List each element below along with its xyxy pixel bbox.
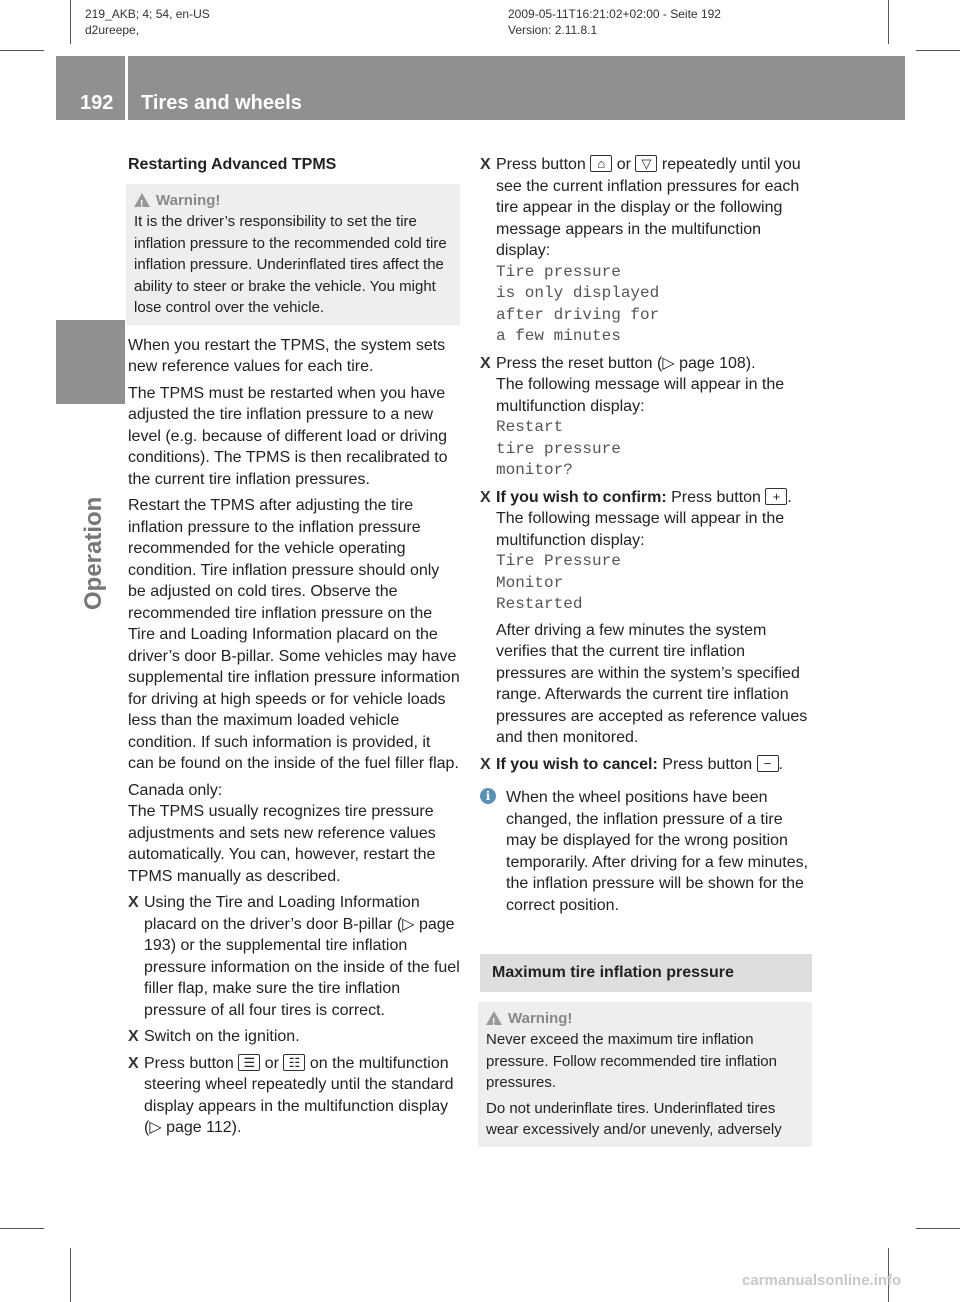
step-text: After driving a few minutes the system verifies that the current tire inflation pressures are within the system’s specified range. Afterwards the current tire inflation pressures are accepted as reference values and then monitored.	[496, 621, 808, 746]
step-marker-icon: X	[128, 894, 139, 911]
step-marker-icon: X	[480, 156, 491, 173]
step-text: repeatedly until you see the current inflation pressures for each tire appear in the display or the following message appears in the multifunction display:	[496, 156, 801, 259]
info-text: When the wheel positions have been changed, the inflation pressure of a tire may be displayed for the wrong position temporarily. After driving for a few minutes, the inflation pressure will be shown for the correct position.	[506, 789, 809, 914]
step-item: X If you wish to cancel: Press button − .	[480, 754, 812, 776]
crop-mark	[916, 50, 960, 51]
display-message: is only displayed	[496, 284, 660, 302]
page-title: Tires and wheels	[141, 92, 302, 114]
page-reference[interactable]: (▷ page 193)	[144, 915, 455, 954]
meta-right-line1: 2009-05-11T16:21:02+02:00 - Seite 192	[508, 7, 721, 21]
step-text: on the multifunction steering wheel repeatedly until the standard display appears in the multifunction display	[144, 1054, 454, 1115]
down-button-icon: ▽	[635, 155, 657, 172]
warning-box	[126, 184, 460, 325]
step-lead: If you wish to cancel:	[496, 755, 658, 773]
display-message: Tire Pressure	[496, 552, 621, 570]
warning-title: Warning!	[156, 191, 221, 209]
display-message: Restarted	[496, 595, 583, 613]
warning-text: Do not underinflate tires. Underinflated tires wear excessively and/or unevenly, adversely	[486, 1099, 782, 1138]
paragraph: Restart the TPMS after adjusting the tire inflation pressure to the inflation pressure recommended for the vehicle operating condition. Tire inflation pressure should only be adjusted on cold tires. Observe the recommended tire inflation pressure on the Tire and Loading Information placard on the driver’s door B-pillar. Some vehicles may have supplemental tire inflation pressure information for driving at high speeds or for vehicle loads less than the maximum loaded vehicle condition. If such information is provided, it can be found on the inside of the fuel filler flap.	[128, 497, 460, 772]
crop-mark	[0, 1228, 44, 1229]
step-text: Using the Tire and Loading Information placard on the driver’s door B-pillar	[144, 894, 420, 933]
step-item: X If you wish to confirm: Press button + . The following message will appear in the multifunction display: Tire Pressure Monitor Restarted After driving a few minutes the system verifies that the current tire inflation pressures are within the system’s specified range. Afterwards the current tire inflation pressures are accepted as reference values and then monitored.	[480, 487, 812, 749]
right-column	[480, 154, 812, 1147]
page-number: 192	[80, 92, 114, 114]
step-item	[128, 1026, 460, 1048]
warning-text: It is the driver’s responsibility to set the tire inflation pressure to the recommended cold tire inflation pressure. Underinflated tires affect the ability to steer or brake the vehicle. You might lose control over the vehicle.	[134, 213, 447, 316]
step-item	[480, 353, 812, 482]
info-icon: i	[480, 788, 496, 804]
display-message: Restart	[496, 418, 564, 436]
step-text: The following message will appear in the multifunction display:	[496, 510, 785, 549]
page-header	[56, 56, 905, 120]
meta-left-line2: d2ureepe,	[85, 23, 140, 37]
step-item	[480, 154, 812, 348]
meta-right-line2: Version: 2.11.8.1	[508, 23, 598, 37]
step-text: Press button	[662, 755, 753, 773]
warning-box	[478, 1002, 812, 1147]
warning-triangle-icon	[134, 193, 150, 207]
step-text: The following message will appear in the multifunction display:	[496, 376, 785, 415]
step-item	[128, 892, 460, 1021]
page-reference[interactable]: (▷ page 108).	[656, 354, 756, 372]
sidebar-section-label: Operation	[80, 496, 107, 610]
step-marker-icon: X	[128, 1054, 139, 1072]
warning-title: Warning!	[508, 1009, 573, 1027]
step-text: Press button	[671, 488, 761, 506]
page-reference[interactable]: (▷ page 112).	[144, 1119, 242, 1136]
paragraph	[128, 780, 460, 888]
step-text: Press button	[144, 1054, 234, 1072]
forward-button-icon: ☷	[283, 1054, 305, 1071]
paragraph: When you restart the TPMS, the system sets new reference values for each tire.	[128, 336, 446, 375]
step-text: or	[264, 1054, 279, 1072]
meta-left	[85, 6, 210, 38]
crop-mark	[916, 1228, 960, 1229]
step-text: or the supplemental tire inflation pressure information on the inside of the fuel filler flap, make sure the tire inflation pressure of all four tires is correct.	[144, 937, 460, 1019]
meta-left-line1: 219_AKB; 4; 54, en-US	[85, 7, 210, 21]
canada-text: The TPMS usually recognizes tire pressure adjustments and sets new reference values automatically. You can, however, restart the TPMS manually as described.	[128, 803, 436, 885]
step-marker-icon: X	[480, 354, 491, 372]
crop-mark	[70, 1248, 71, 1302]
header-divider	[125, 56, 128, 120]
back-button-icon: ☰	[238, 1054, 260, 1071]
step-lead: If you wish to confirm:	[496, 488, 667, 506]
display-message: monitor?	[496, 461, 573, 479]
paragraph: The TPMS must be restarted when you have adjusted the tire inflation pressure to a new level (e.g. because of different load or driving conditions). The TPMS is then recalibrated to the current tire inflation pressures.	[128, 384, 448, 488]
display-message: Tire pressure	[496, 262, 621, 281]
warning-triangle-icon	[486, 1011, 502, 1025]
section-heading-bar: Maximum tire inflation pressure	[480, 954, 812, 992]
sidebar-tab	[56, 320, 125, 404]
display-message: after driving for	[496, 305, 660, 324]
crop-mark	[888, 0, 889, 44]
plus-button-icon: +	[765, 488, 787, 505]
display-message: Monitor	[496, 573, 564, 592]
step-item	[128, 1053, 460, 1139]
step-marker-icon: X	[480, 755, 491, 773]
section-sidebar	[56, 120, 126, 1180]
meta-right	[508, 6, 721, 38]
step-text: Press the reset button	[496, 354, 653, 372]
watermark: carmanualsonline.info	[742, 1272, 902, 1289]
step-marker-icon: X	[480, 488, 491, 506]
warning-text: Never exceed the maximum tire inflation pressure. Follow recommended tire inflation pressures.	[486, 1031, 777, 1091]
step-text: Switch on the ignition.	[144, 1028, 300, 1045]
section-heading: Restarting Advanced TPMS	[128, 156, 337, 173]
left-column	[128, 154, 460, 1144]
step-marker-icon: X	[128, 1028, 139, 1045]
display-message: a few minutes	[496, 327, 621, 345]
display-message: tire pressure	[496, 439, 621, 458]
crop-mark	[70, 0, 71, 44]
step-text: Press button	[496, 156, 586, 173]
step-text: or	[616, 156, 631, 173]
crop-mark	[0, 50, 44, 51]
up-button-icon: ⌂	[590, 155, 612, 172]
info-note	[480, 787, 812, 916]
minus-button-icon: −	[757, 755, 779, 772]
canada-label: Canada only:	[128, 781, 223, 799]
